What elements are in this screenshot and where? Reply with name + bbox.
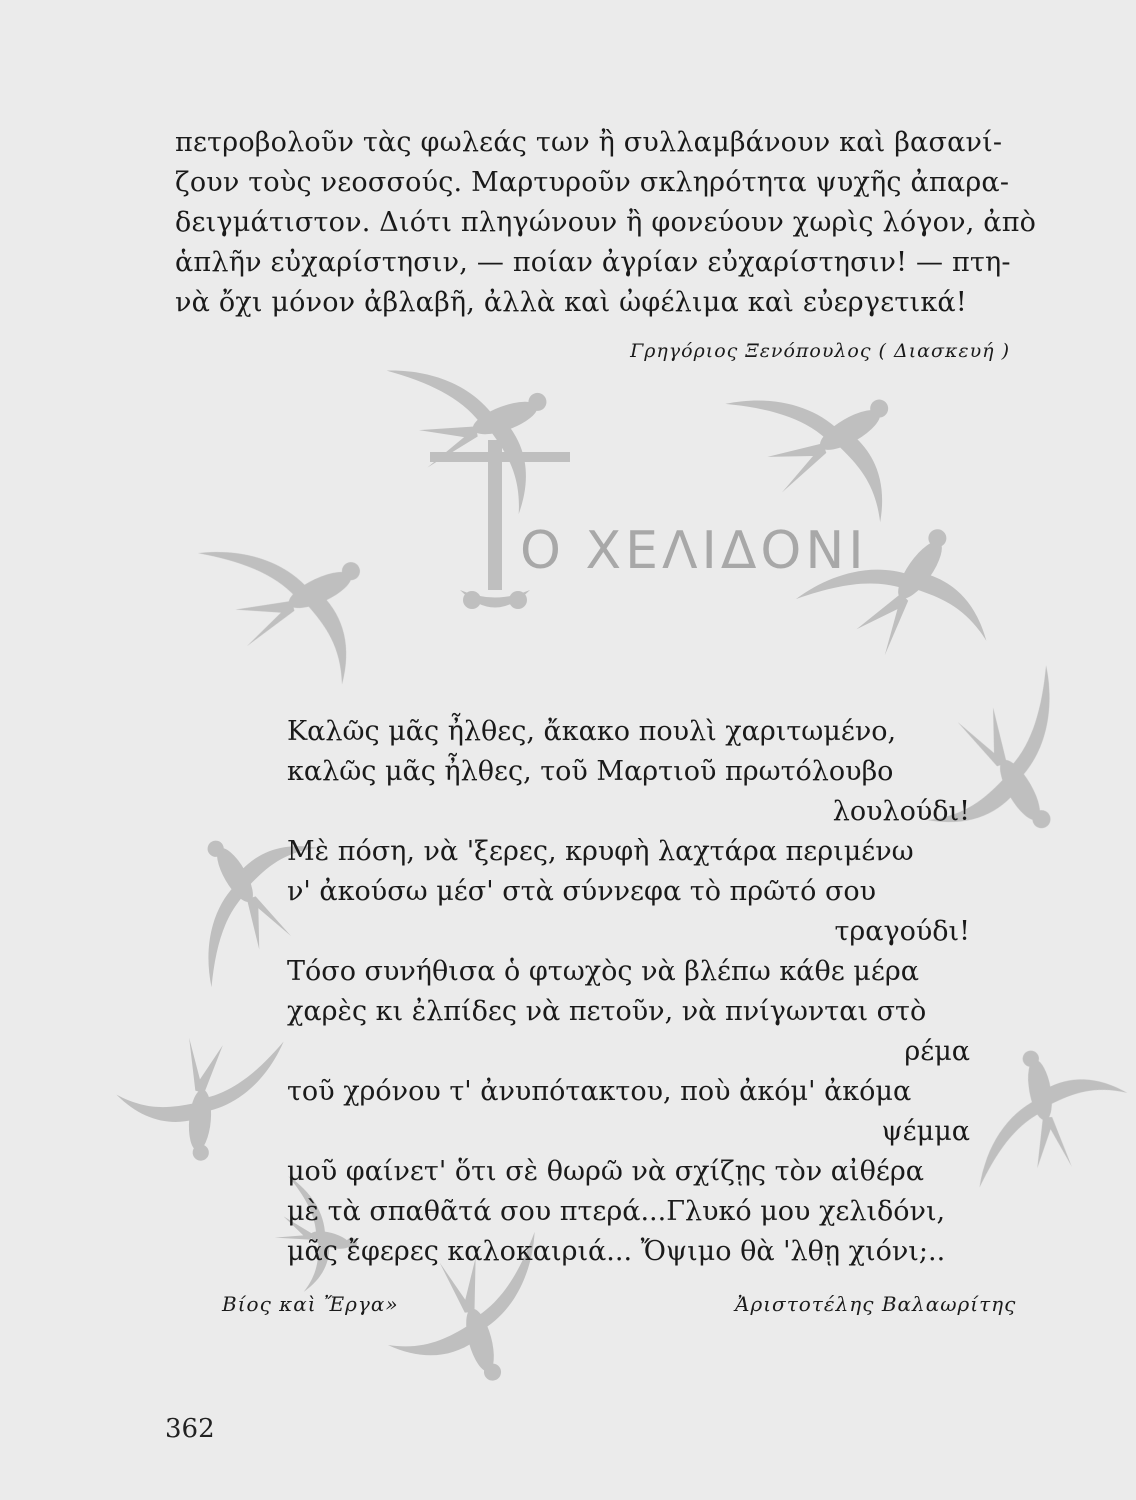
poem-line: ν' ἀκούσω μέσ' στὰ σύννεφα τὸ πρῶτό σου [287,876,877,907]
prose-line: πετροβολοῦν τὰς φωλεάς των ἢ συλλαμβάνουν καὶ βασανί- [175,127,1003,158]
author-attribution: Ἀριστοτέλης Βαλαωρίτης [735,1292,1017,1316]
vane-post [488,440,502,590]
poem-line: Καλῶς μᾶς ἦλθες, ἄκακο πουλὶ χαριτωμένο, [287,716,897,747]
prose-line: ζουν τοὺς νεοσσούς. Μαρτυροῦν σκληρότητα ψυχῆς ἀπαρα- [175,167,1010,198]
poem-line: τοῦ χρόνου τ' ἀνυπότακτου, ποὺ ἀκόμ' ἀκόμα [287,1076,912,1107]
poem-line: καλῶς μᾶς ἦλθες, τοῦ Μαρτιοῦ πρωτόλουβο [287,756,894,787]
prose-attribution: Γρηγόριος Ξενόπουλος ( Διασκευή ) [630,340,1010,362]
poem-line-continuation: ρέμα [904,1036,970,1067]
poem-line: Τόσο συνήθισα ὁ φτωχὸς νὰ βλέπω κάθε μέρα [287,956,919,987]
prose-line: νὰ ὄχι μόνον ἀβλαβῆ, ἀλλὰ καὶ ὠφέλιμα καὶ εὐεργετικά! [175,287,967,318]
poem-line-continuation: ψέμμα [881,1116,970,1147]
page-number: 362 [165,1414,215,1444]
poem-line: μὲ τὰ σπαθᾶτά σου πτερά...Γλυκό μου χελιδόνι, [287,1196,946,1227]
poem [287,712,970,1272]
poem-line: Μὲ πόση, νὰ 'ξερες, κρυφὴ λαχτάρα περιμένω [287,836,914,867]
poem-line-continuation: τραγούδι! [834,916,970,947]
poem-line: μοῦ φαίνετ' ὅτι σὲ θωρῶ νὰ σχίζῃς τὸν αἰθέρα [287,1156,924,1187]
prose-line: δειγμάτιστον. Διότι πληγώνουν ἢ φονεύουν χωρὶς λόγον, ἀπὸ [175,207,1037,238]
prose-line: ἁπλῆν εὐχαρίστησιν, — ποίαν ἀγρίαν εὐχαρίστησιν! — πτη- [175,247,1011,278]
source-attribution: Βίος καὶ Ἔργα» [222,1292,399,1316]
illustration-title: Ο ΧΕΛΙΔΟΝΙ [520,521,868,581]
poem-line: μᾶς ἔφερες καλοκαιριά... Ὄψιμο θὰ 'λθῃ χιόνι;.. [287,1236,946,1267]
poem-line-continuation: λουλούδι! [832,796,970,827]
poem-line: χαρὲς κι ἐλπίδες νὰ πετοῦν, νὰ πνίγωνται στὸ [287,996,927,1027]
